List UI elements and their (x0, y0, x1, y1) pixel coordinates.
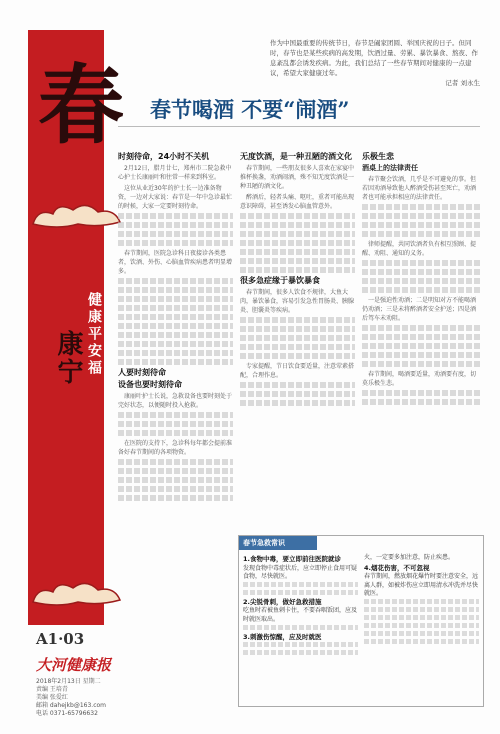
section-name: 康宁 (53, 330, 83, 386)
paragraph: 春节聚会饮酒，几乎是不可避免的事。但若因劝酒导致他人醉酒受伤甚至死亡，劝酒者也可能承担相应的法律责任。 (362, 176, 477, 201)
box-column-2 (364, 554, 479, 658)
phone-line: 电话 0371-65796632 (36, 710, 98, 717)
paragraph: 康丽叶护士长说，急救设备也要时刻处于完好状态，以便随时投入抢救。 (118, 393, 233, 409)
paragraph: 春节期间，喝酒要适量，劝酒要有度，切莫乐极生悲。 (362, 371, 477, 387)
intro-paragraph (270, 38, 480, 88)
column-heading: 无度饮酒，是一种丑陋的酒文化 (240, 152, 352, 161)
paragraph: 春节期间，医院急诊科日夜接诊各类患者，饮酒、外伤、心脑血管疾病患者明显增多。 (118, 250, 233, 275)
paragraph: 专家提醒，节日饮食要适量，注意荤素搭配，合理作息。 (240, 363, 355, 379)
box-title: 春节急救常识 (239, 536, 317, 550)
box-column-1 (243, 554, 358, 658)
paragraph: 2月12日，腊月廿七，郑州市二院急救中心护士长康丽叶和往常一样来到科室。 (118, 165, 232, 181)
paragraph: 春节期间，一些朋友很多人喜欢在家宴中推杯换盏，劝酒闹酒，殊不知无度饮酒是一种丑陋的酒文化。 (240, 165, 355, 190)
box-paragraph: 吃鱼时若被鱼刺卡住，不要吞咽饭团，应及时就医取出。 (243, 607, 358, 623)
designer-line: 美编 张爱红 (36, 694, 68, 701)
box-item-heading: 3.刺激伤惊醒，应及时就医 (243, 632, 322, 641)
article-column-3 (362, 150, 480, 408)
subheading: 很多急症缘于暴饮暴食 (240, 276, 320, 285)
box-paragraph: 春节期间，燃放烟花爆竹时要注意安全，远离人群，如被炸伤应立即用清水冲洗并尽快就医。 (364, 573, 479, 598)
paragraph: 在医院的支持下，急诊科每年都会提前准备好春节期间的各项物资。 (118, 440, 233, 456)
page-number: A1·03 (36, 630, 85, 648)
paragraph: 春节期间，很多人饮食不规律，大鱼大肉，暴饮暴食，容易引发急性胃肠炎、胰腺炎、胆囊炎等疾病。 (240, 289, 355, 314)
box-paragraph: 火，一定要多加注意，防止疾患。 (364, 554, 455, 561)
paragraph: 这位从业近30年的护士长一边准备物资，一边对大家说：春节是一年中急诊最忙的时候，大家一定要时刻待命。 (118, 185, 233, 210)
intro-text: 作为中国最重要的传统节日，春节是阖家团圆、举国庆祝的日子。但同时，春节也是某些疾病的高发期，饮酒过量、劳累、暴饮暴食、熬夜、作息紊乱都会诱发疾病。为此，我们总结了一些春节期间对健康的一点建议，希望大家健康过年。 (270, 39, 478, 77)
left-red-column (28, 30, 114, 625)
section-title: 健康平安福 (86, 292, 102, 377)
box-item-heading: 2.尖锐骨刺，做好急救措施 (243, 597, 322, 606)
email-line: 邮箱 dahejkb@163.com (36, 702, 107, 709)
article-column-1 (118, 150, 233, 504)
subheading: 设备也要时刻待命 (118, 380, 182, 389)
headline-divider (118, 126, 480, 127)
column-heading: 乐极生悲 (362, 152, 394, 161)
editor-line: 责编 王培青 (36, 686, 68, 693)
first-aid-box (238, 535, 484, 707)
footer-meta (36, 678, 136, 718)
headline: 春节喝酒 不要“闹酒” (150, 97, 350, 122)
paragraph: 律师提醒，共同饮酒者负有相互照顾、提醒、劝阻、通知的义务。 (362, 241, 477, 257)
subheading: 酒桌上的法律责任 (362, 164, 418, 172)
box-item-heading: 4.烟花伤害，不可忽视 (364, 563, 430, 572)
paragraph: 一是强迫性劝酒；二是明知对方不能喝酒仍劝酒；三是未将醉酒者安全护送；四是酒后驾车未劝阻。 (362, 297, 477, 322)
article-column-2 (240, 150, 355, 409)
column-heading: 时刻待命，24小时不关机 (118, 152, 210, 161)
box-paragraph: 发现食物中毒症状后，应立即停止食用可疑食物，尽快就医。 (243, 564, 358, 581)
paragraph: 醉酒后，轻者头痛、呕吐，重者可能出现意识障碍，甚至诱发心脑血管意外。 (240, 194, 355, 210)
box-item-heading: 1.食物中毒，要立即前往医院就诊 (243, 555, 341, 563)
calligraphy-spring-char: 春 (38, 55, 114, 156)
date-line: 2018年2月13日 星期二 (36, 678, 101, 685)
newspaper-logo: 大河健康报 (36, 656, 112, 674)
subheading: 人要时刻待命 (118, 368, 166, 377)
intro-author: 记者 刘永生 (445, 79, 480, 87)
auspicious-cloud-icon (28, 198, 128, 232)
auspicious-cloud-icon (28, 576, 128, 610)
